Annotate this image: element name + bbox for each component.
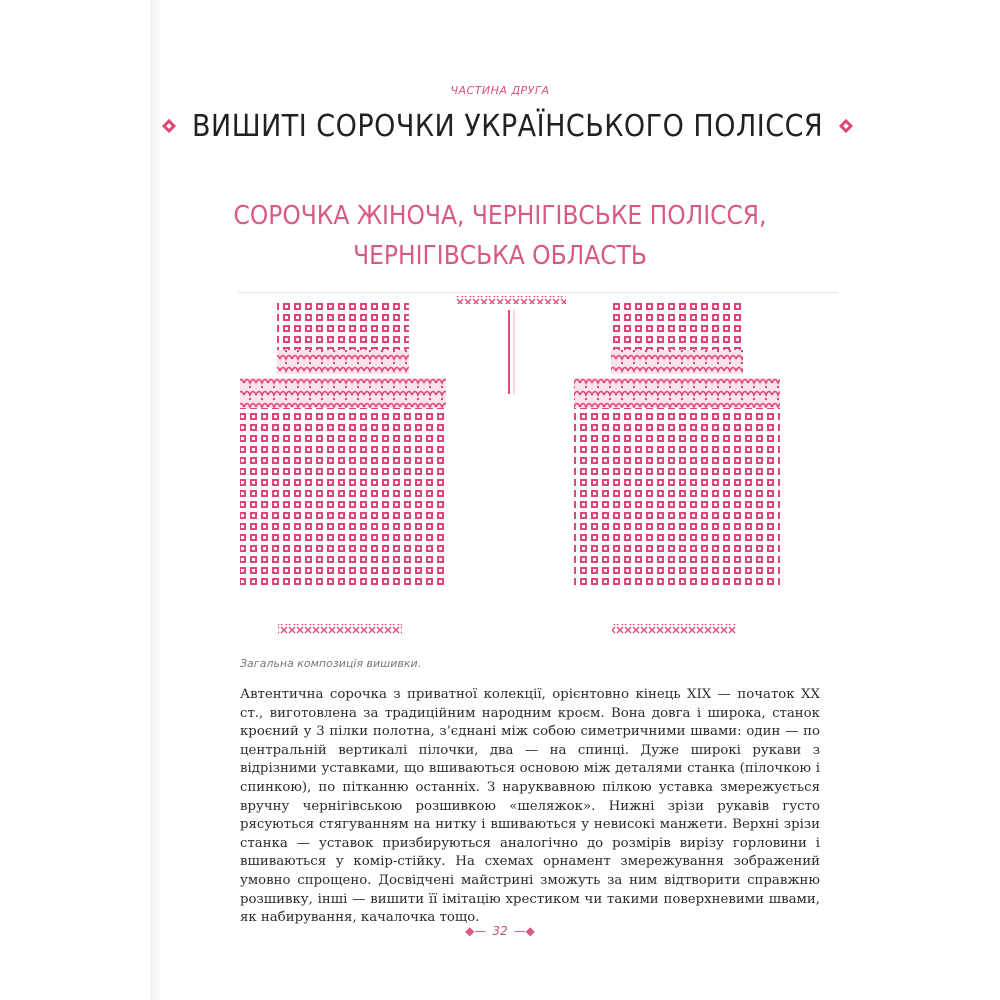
diamond-ornament-icon — [160, 117, 178, 135]
ornament-dash-icon: ◆— — [465, 924, 487, 938]
right-sleeve-body — [574, 408, 780, 588]
subtitle-line-1: СОРОЧКА ЖІНОЧА, ЧЕРНІГІВСЬКЕ ПОЛІССЯ, — [233, 201, 767, 231]
center-collar-pattern — [456, 296, 566, 394]
figure-caption: Загальна композиція вишивки. — [240, 657, 422, 670]
right-shoulder-insert — [611, 302, 743, 350]
embroidery-composition-diagram — [160, 290, 840, 650]
book-page — [160, 0, 840, 1000]
left-sleeve-pattern — [240, 302, 446, 634]
part-label: ЧАСТИНА ДРУГА — [450, 84, 550, 97]
collar-band — [456, 296, 566, 304]
page-title: ВИШИТІ СОРОЧКИ УКРАЇНСЬКОГО ПОЛІССЯ — [192, 108, 824, 144]
right-sleeve-band — [574, 378, 780, 408]
ornament-dash-icon: —◆ — [513, 924, 535, 938]
left-sleeve-band — [240, 378, 446, 408]
left-cuff-band — [278, 624, 402, 634]
left-shoulder-band — [277, 350, 409, 374]
body-paragraph: Автентична сорочка з приватної колекції, орієнтовно кінець XIX — початок XX ст., виготовлена за традиційним народним кроєм. Вона довга і широка, станок кроєний у 3 пілки полотна, з’єднані між собою симетричними швами: один — по центральній вертикалі пілочки, два — на спинці. Дуже широкі рукави з відрізними уставками, що вшиваються основою між деталями станка (пілочкою і спинкою), по пітканню останніх. З наруквавною пілкою уставка змережується вручну чернігівською розшивкою «шеляжок». Нижні зрізи рукавів густо рясуються стягуванням на нитку і вшиваються у невисокі манжети. Верхні зрізи станка — уставок призбируються аналогічно до розмірів вирізу горловини і вшиваються у комір-стійку. На схемах орнамент змережування зображений умовно спрощено. Досвідчені майстрині зможуть за ним відтворити справжню розшивку, інші — вишити її імітацію хрестиком чи такими поверхневими швами, як набирування, качалочка тощо. — [240, 687, 820, 926]
subtitle-line-2: ЧЕРНІГІВСЬКА ОБЛАСТЬ — [353, 241, 647, 271]
page-number: 32 — [492, 924, 508, 938]
left-shoulder-insert — [277, 302, 409, 350]
right-cuff-band — [612, 624, 736, 634]
page-title-block — [160, 108, 840, 144]
section-subtitle — [160, 196, 840, 276]
page-number-block — [160, 924, 840, 938]
right-sleeve-pattern — [574, 302, 780, 634]
right-shoulder-band — [611, 350, 743, 374]
diamond-ornament-icon — [837, 117, 855, 135]
left-sleeve-body — [240, 408, 446, 588]
